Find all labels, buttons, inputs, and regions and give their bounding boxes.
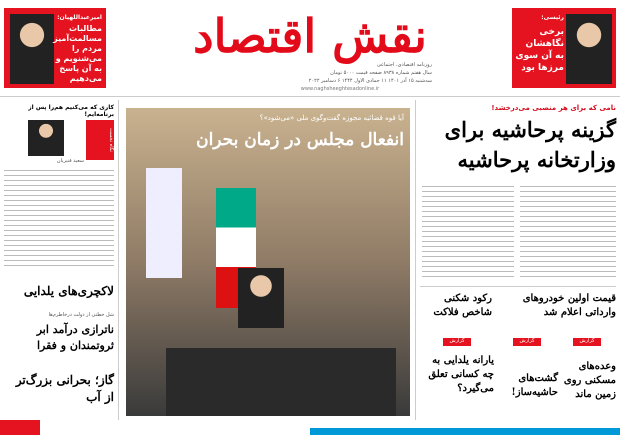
parliament-speaker bbox=[238, 268, 284, 328]
story-misery-index: رکود شکنی شاخص فلاکت bbox=[433, 293, 492, 318]
main-photo-headline: انفعال مجلس در زمان بحران bbox=[196, 130, 404, 150]
date-line: سه‌شنبه ۱۵ آذر ۱۴۰۱ ۱۱ جمادی الاول ۱۴۴۴ ۶ دسامبر ۲۰۲۲ bbox=[308, 78, 432, 84]
column-divider bbox=[118, 100, 119, 420]
newspaper-logo: نقش اقتصاد bbox=[193, 9, 427, 63]
right-box-kicker: رئیسی: bbox=[541, 14, 564, 21]
story-imported-cars: قیمت اولین خودروهای وارداتی اعلام شد bbox=[522, 293, 616, 318]
first-look-tab: نگاه نخست bbox=[86, 120, 114, 160]
left-text bbox=[4, 170, 114, 270]
divider bbox=[420, 286, 616, 287]
lead-headline-1: گزینه پرحاشیه برای bbox=[444, 117, 616, 142]
bottom-red-corner bbox=[0, 420, 40, 435]
subtitle: روزنامه اقتصادی، اجتماعی bbox=[376, 62, 432, 68]
desk bbox=[166, 348, 396, 416]
column-divider bbox=[415, 100, 416, 420]
masthead bbox=[0, 0, 620, 95]
story-income-gap: ناترازی درآمد ابر ثروتمندان و فقرا bbox=[36, 323, 114, 352]
story-luxury: لاکچری‌های یلدایی bbox=[23, 284, 114, 298]
left-box-kicker: امیرعبداللهیان: bbox=[57, 14, 102, 21]
tag-report-3: گزارش bbox=[573, 338, 601, 346]
lead-text-col-2 bbox=[422, 186, 514, 278]
bottom-blue-bar bbox=[310, 428, 620, 435]
right-box-text: برخی نگاهشان به آن سوی مرزها بود bbox=[515, 27, 564, 73]
official-photo bbox=[10, 14, 54, 84]
main-photo bbox=[126, 108, 410, 416]
story-housing-promises: وعده‌های مسکنی روی زمین ماند bbox=[563, 361, 616, 400]
story2-kicker: شل خطتی از دولت درخاطرم‌ها bbox=[48, 312, 114, 318]
lead-text-col-1 bbox=[520, 186, 616, 278]
tag-report-2: گزارش bbox=[513, 338, 541, 346]
lead-kicker: نامی که برای هر منصبی می‌درخشد! bbox=[491, 104, 616, 112]
author-photo bbox=[28, 120, 64, 156]
left-headline-box bbox=[4, 8, 106, 88]
flag bbox=[146, 168, 182, 278]
left-col-kicker: کاری که می‌کنیم هم‌را پس از برنامه‌ایم! bbox=[28, 104, 114, 118]
right-headline-box bbox=[512, 8, 616, 88]
story-yalda-subsidy: یارانه یلدایی به چه کسانی تعلق می‌گیرد؟ bbox=[428, 355, 494, 394]
president-photo bbox=[566, 14, 612, 84]
masthead-divider bbox=[0, 96, 620, 97]
story-patrols: گشت‌های حاشیه‌ساز! bbox=[511, 373, 558, 398]
tag-report-1: گزارش bbox=[443, 338, 471, 346]
main-photo-kicker: آیا قوه قضائیه مجوزه گفت‌وگوی ملی «می‌شود»؟ bbox=[259, 114, 404, 122]
author-name: سعید قنبریان bbox=[56, 158, 84, 164]
issue-line: سال هفتم شماره ۸۹۳۸ صفحه قیمت ۵۰۰۰ تومان bbox=[330, 70, 432, 76]
story-gas-crisis: گاز؛ بحرانی بزرگ‌تر از آب bbox=[15, 373, 114, 404]
lead-headline-2: وزارتخانه پرحاشیه bbox=[457, 147, 616, 172]
website: www.naghsheeghtesadonline.ir bbox=[300, 86, 380, 92]
left-box-text: مطالبات مسالمت‌آمیز مردم را می‌شنویم و به آن پاسخ می‌دهیم bbox=[53, 24, 102, 83]
